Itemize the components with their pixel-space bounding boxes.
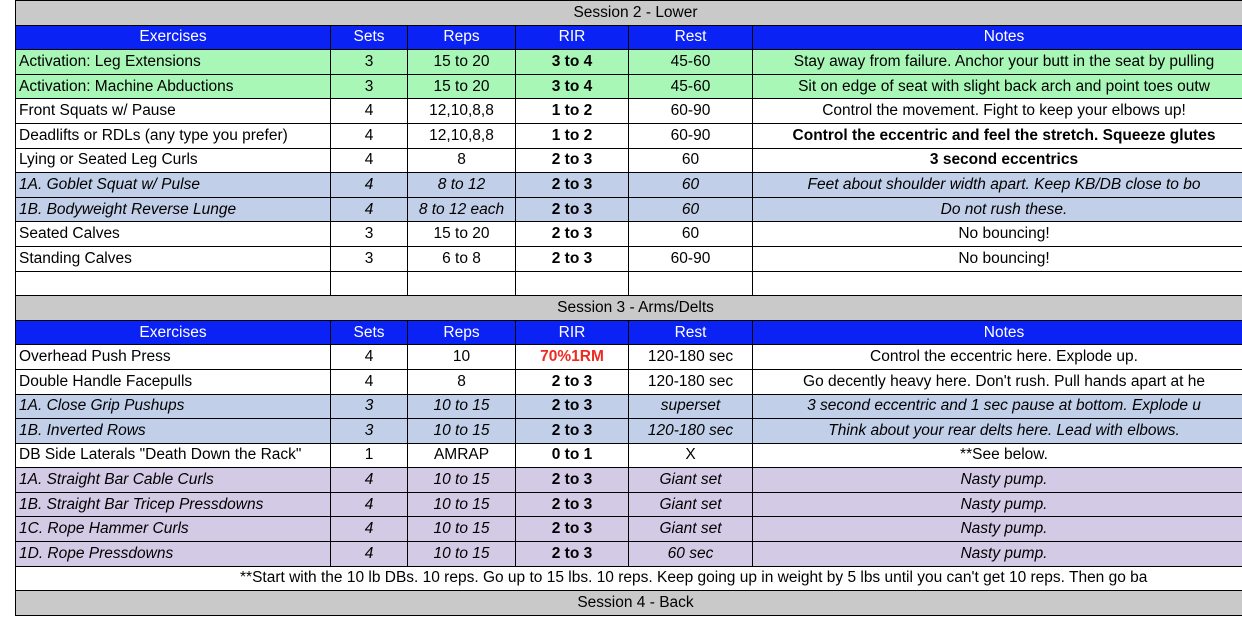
rest-cell[interactable]: 120-180 sec [629,345,753,370]
sets-cell[interactable]: 1 [331,443,408,468]
exercise-cell[interactable]: 1A. Straight Bar Cable Curls [16,468,331,493]
exercise-cell[interactable]: Standing Calves [16,246,331,271]
session-title-row [16,1,1242,26]
exercise-row [16,50,1242,75]
rir-cell[interactable]: 3 to 4 [516,50,629,75]
exercise-row [16,197,1242,222]
sets-cell[interactable]: 3 [331,222,408,247]
header-rir[interactable]: RIR [516,25,629,50]
rir-cell[interactable]: 2 to 3 [516,468,629,493]
notes-cell[interactable]: Go decently heavy here. Don't rush. Pull hands apart at he [753,369,1242,394]
rir-cell[interactable]: 2 to 3 [516,369,629,394]
reps-cell[interactable]: 8 [408,148,516,173]
sets-cell[interactable]: 3 [331,394,408,419]
rir-cell[interactable]: 2 to 3 [516,492,629,517]
rest-cell[interactable]: 45-60 [629,50,753,75]
session-title[interactable]: Session 4 - Back [16,591,1242,616]
sets-cell[interactable]: 4 [331,197,408,222]
exercise-row [16,369,1242,394]
exercise-cell[interactable]: 1D. Rope Pressdowns [16,542,331,567]
notes-cell[interactable]: No bouncing! [753,222,1242,247]
reps-cell[interactable]: 8 [408,369,516,394]
rest-cell[interactable]: 45-60 [629,74,753,99]
reps-cell[interactable]: 10 to 15 [408,542,516,567]
reps-cell[interactable]: 12,10,8,8 [408,99,516,124]
exercise-row [16,468,1242,493]
reps-cell[interactable]: AMRAP [408,443,516,468]
rest-cell[interactable]: superset [629,394,753,419]
notes-cell[interactable]: Think about your rear delts here. Lead with elbows. [753,419,1242,444]
exercise-cell[interactable]: Deadlifts or RDLs (any type you prefer) [16,123,331,148]
rir-cell[interactable]: 2 to 3 [516,394,629,419]
exercise-cell[interactable]: 1C. Rope Hammer Curls [16,517,331,542]
sets-cell[interactable]: 4 [331,173,408,198]
rir-cell[interactable]: 2 to 3 [516,173,629,198]
sets-cell[interactable]: 4 [331,345,408,370]
rest-cell[interactable]: 60 [629,173,753,198]
exercise-cell[interactable]: 1B. Bodyweight Reverse Lunge [16,197,331,222]
reps-cell[interactable]: 10 to 15 [408,517,516,542]
exercise-cell[interactable]: 1B. Inverted Rows [16,419,331,444]
sets-cell[interactable]: 4 [331,123,408,148]
rir-cell[interactable]: 1 to 2 [516,123,629,148]
exercise-row [16,271,1242,296]
rest-cell[interactable]: 60 [629,197,753,222]
session-title[interactable]: Session 3 - Arms/Delts [16,296,1242,321]
exercise-row [16,542,1242,567]
sets-cell[interactable]: 4 [331,468,408,493]
reps-cell[interactable]: 15 to 20 [408,50,516,75]
rest-cell[interactable]: 60-90 [629,123,753,148]
notes-cell[interactable]: Stay away from failure. Anchor your butt in the seat by pulling [753,50,1242,75]
reps-cell[interactable] [408,271,516,296]
rest-cell[interactable]: 120-180 sec [629,369,753,394]
row-header-gutter [0,0,15,618]
sets-cell[interactable]: 4 [331,99,408,124]
notes-cell[interactable]: 3 second eccentric and 1 sec pause at bottom. Explode u [753,394,1242,419]
rest-cell[interactable]: X [629,443,753,468]
exercise-cell[interactable]: 1B. Straight Bar Tricep Pressdowns [16,492,331,517]
header-rir[interactable]: RIR [516,320,629,345]
notes-cell[interactable]: Nasty pump. [753,542,1242,567]
notes-cell[interactable]: No bouncing! [753,246,1242,271]
notes-cell[interactable]: Control the eccentric and feel the stretch. Squeeze glutes [753,123,1242,148]
rir-cell[interactable]: 2 to 3 [516,222,629,247]
sets-cell[interactable]: 4 [331,517,408,542]
sets-cell[interactable]: 4 [331,492,408,517]
sets-cell[interactable]: 3 [331,246,408,271]
exercise-cell[interactable]: Activation: Leg Extensions [16,50,331,75]
notes-cell[interactable]: Do not rush these. [753,197,1242,222]
sets-cell[interactable]: 3 [331,74,408,99]
exercise-cell[interactable] [16,271,331,296]
rir-cell[interactable]: 2 to 3 [516,517,629,542]
reps-cell[interactable]: 8 to 12 [408,173,516,198]
exercise-row [16,74,1242,99]
notes-cell[interactable]: Control the movement. Fight to keep your elbows up! [753,99,1242,124]
sets-cell[interactable]: 4 [331,148,408,173]
reps-cell[interactable]: 10 [408,345,516,370]
exercise-row [16,173,1242,198]
rir-cell[interactable]: 2 to 3 [516,197,629,222]
rest-cell[interactable]: 60 [629,222,753,247]
header-exercises[interactable]: Exercises [16,25,331,50]
exercise-row [16,148,1242,173]
notes-cell[interactable]: Control the eccentric here. Explode up. [753,345,1242,370]
rir-cell[interactable]: 2 to 3 [516,148,629,173]
header-notes[interactable]: Notes [753,320,1242,345]
notes-cell[interactable]: Nasty pump. [753,492,1242,517]
exercise-cell[interactable]: Seated Calves [16,222,331,247]
session-title-row [16,296,1242,321]
exercise-cell[interactable]: Overhead Push Press [16,345,331,370]
rest-cell[interactable]: Giant set [629,492,753,517]
header-notes[interactable]: Notes [753,25,1242,50]
reps-cell[interactable]: 10 to 15 [408,492,516,517]
header-reps[interactable]: Reps [408,25,516,50]
reps-cell[interactable]: 10 to 15 [408,468,516,493]
column-header-row [16,25,1242,50]
notes-cell[interactable]: Nasty pump. [753,517,1242,542]
reps-cell[interactable]: 15 to 20 [408,74,516,99]
exercise-cell[interactable]: 1A. Goblet Squat w/ Pulse [16,173,331,198]
rest-cell[interactable]: 60 [629,148,753,173]
spreadsheet-grid[interactable] [15,0,1242,616]
exercise-row [16,419,1242,444]
session-title[interactable]: Session 2 - Lower [16,1,1242,26]
sets-cell[interactable]: 3 [331,419,408,444]
header-sets[interactable]: Sets [331,25,408,50]
header-sets[interactable]: Sets [331,320,408,345]
rest-cell[interactable]: Giant set [629,468,753,493]
rest-cell[interactable]: Giant set [629,517,753,542]
reps-cell[interactable]: 10 to 15 [408,394,516,419]
rir-cell[interactable] [516,271,629,296]
rir-cell[interactable]: 1 to 2 [516,99,629,124]
exercise-row [16,99,1242,124]
notes-cell[interactable]: 3 second eccentrics [753,148,1242,173]
notes-cell[interactable]: Nasty pump. [753,468,1242,493]
sets-cell[interactable]: 4 [331,542,408,567]
exercise-cell[interactable]: DB Side Laterals "Death Down the Rack" [16,443,331,468]
sets-cell[interactable] [331,271,408,296]
exercise-row [16,443,1242,468]
exercise-cell[interactable]: Front Squats w/ Pause [16,99,331,124]
exercise-cell[interactable]: 1A. Close Grip Pushups [16,394,331,419]
rest-cell[interactable]: 120-180 sec [629,419,753,444]
exercise-cell[interactable]: Activation: Machine Abductions [16,74,331,99]
exercise-cell[interactable]: Lying or Seated Leg Curls [16,148,331,173]
footnote-cell[interactable]: **Start with the 10 lb DBs. 10 reps. Go up to 15 lbs. 10 reps. Keep going up in weight by 5 lbs until you can't get 10 reps. Then go ba [16,566,1242,591]
exercise-row [16,246,1242,271]
exercise-row [16,492,1242,517]
exercise-cell[interactable]: Double Handle Facepulls [16,369,331,394]
exercise-row [16,345,1242,370]
header-rest[interactable]: Rest [629,320,753,345]
notes-cell[interactable] [753,271,1242,296]
reps-cell[interactable]: 8 to 12 each [408,197,516,222]
rest-cell[interactable] [629,271,753,296]
header-rest[interactable]: Rest [629,25,753,50]
sets-cell[interactable]: 4 [331,369,408,394]
reps-cell[interactable]: 12,10,8,8 [408,123,516,148]
exercise-row [16,517,1242,542]
rest-cell[interactable]: 60 sec [629,542,753,567]
sets-cell[interactable]: 3 [331,50,408,75]
rir-cell[interactable]: 2 to 3 [516,246,629,271]
rest-cell[interactable]: 60-90 [629,99,753,124]
notes-cell[interactable]: Sit on edge of seat with slight back arch and point toes outw [753,74,1242,99]
rir-cell[interactable]: 0 to 1 [516,443,629,468]
session-title-row [16,591,1242,616]
rir-cell[interactable]: 3 to 4 [516,74,629,99]
reps-cell[interactable]: 6 to 8 [408,246,516,271]
exercise-row [16,222,1242,247]
rir-cell[interactable]: 2 to 3 [516,542,629,567]
notes-cell[interactable]: Feet about shoulder width apart. Keep KB/DB close to bo [753,173,1242,198]
reps-cell[interactable]: 10 to 15 [408,419,516,444]
exercise-row [16,123,1242,148]
exercise-row [16,394,1242,419]
column-header-row [16,320,1242,345]
footnote-row [16,566,1242,591]
rir-cell[interactable]: 2 to 3 [516,419,629,444]
notes-cell[interactable]: **See below. [753,443,1242,468]
rir-cell[interactable]: 70%1RM [516,345,629,370]
reps-cell[interactable]: 15 to 20 [408,222,516,247]
header-reps[interactable]: Reps [408,320,516,345]
header-exercises[interactable]: Exercises [16,320,331,345]
rest-cell[interactable]: 60-90 [629,246,753,271]
